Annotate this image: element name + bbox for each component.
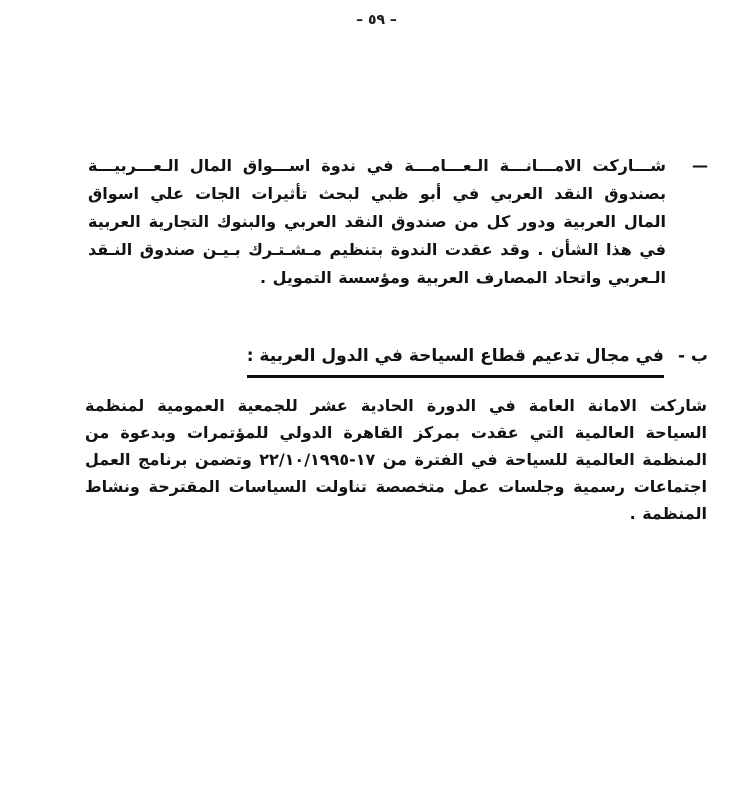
page-number: – ٥٩ – <box>356 12 397 28</box>
dash-bullet-marker: — <box>692 156 708 175</box>
bullet-item <box>88 152 708 292</box>
section-b-marker: ب - <box>677 346 708 366</box>
section-b-paragraph: شاركت الامانة العامة في الدورة الحادية عشر للجمعية العمومية لمنظمة السياحة العالمية التي عقدت بمركز القاهرة الدولي للمؤتمرات وبدعوة من المنظمة العالمية للسياحة في الفترة من ١٧-٢٢/١٠/١٩٩٥ وتضمن برنامج العمل اجتماعات رسمية وجلسات عمل متخصصة تناولت السياسات المقترحة ونشاط المنظمة . <box>85 396 708 523</box>
intro-paragraph: شـــاركت الامـــانـــة الـعـــامـــة في ندوة اســـواق المال الـعـــربيـــة بصندوق النقد العربي في أبو ظبي لبحث تأثيرات الجات علي اسواق المال العربية ودور كل من صندوق النقد العربي والبنوك التجارية العربية في هذا الشأن . وقد عقدت الندوة بتنظيم مـشـتـرك بـيـن صندوق النـقد الـعربي واتحاد المصارف العربية ومؤسسة التمويل . <box>88 156 666 287</box>
section-b-heading: في مجال تدعيم قطاع السياحة في الدول العربية : <box>247 344 664 378</box>
section-b-heading-row <box>85 344 708 378</box>
